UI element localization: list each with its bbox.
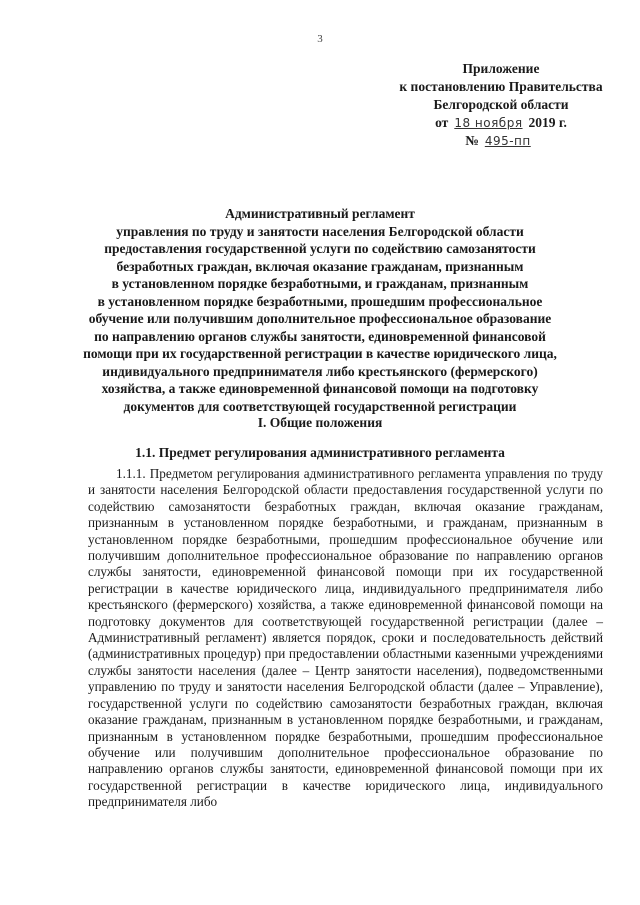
appendix-number — [386, 132, 616, 150]
body-paragraph: 1.1.1. Предметом регулирования административного регламента управления по труду и занятости населения Белгородской области предоставления государственной услуги по содействию самозанятости безработных граждан, включая оказание гражданам, признанным в установленном порядке безработными, и гражданам, признанным в установленном порядке безработными, прошедшим профессиональное обучение или получившим дополнительное профессиональное образование по направлению органов службы занятости, единовременной финансовой помощи при их государственной регистрации в качестве юридического лица, индивидуального предпринимателя либо крестьянского (фермерского) хозяйства, а также единовременной финансовой помощи на подготовку документов для соответствующей государственной регистрации (далее – Административный регламент) является порядок, сроки и последовательность действий (административных процедур) при предоставлении областными казенными учреждениями службы занятости населения (далее – Центр занятости населения), подведомственными управлению по труду и занятости населения Белгородской области (далее – Управление), государственной услуги по содействию самозанятости безработных граждан, включая оказание гражданам, признанным в установленном порядке безработными, и гражданам, признанным в установленном порядке безработными, прошедшим профессиональное обучение или получившим дополнительное профессиональное образование по направлению органов службы занятости, единовременной финансовой помощи при их государственной регистрации в качестве юридического лица, индивидуального предпринимателя либо — [88, 466, 603, 810]
title-line: в установленном порядке безработными, прошедшим профессиональное — [97, 293, 543, 309]
appendix-resolution: к постановлению Правительства — [399, 79, 603, 94]
title-line: обучение или получившим дополнительное профессиональное образование — [88, 311, 552, 326]
title-line: по направлению органов службы занятости, единовременной финансовой — [94, 328, 546, 344]
title-line: безработных граждан, включая оказание гражданам, признанным — [116, 258, 524, 274]
page-number: 3 — [317, 33, 323, 45]
section-heading-general: I. Общие положения — [257, 415, 383, 430]
title-line: предоставления государственной услуги по содействию самозанятости — [104, 241, 536, 256]
document-title — [70, 205, 570, 415]
title-line: хозяйства, а также единовременной финансовой помощи на подготовку — [101, 381, 539, 396]
date-prefix: от — [435, 115, 449, 130]
title-line: индивидуального предпринимателя либо крестьянского (фермерского) — [102, 363, 538, 379]
appendix-block — [386, 60, 616, 150]
appendix-region: Белгородской области — [433, 97, 569, 112]
appendix-label: Приложение — [462, 61, 540, 76]
title-line: помощи при их государственной регистрации в качестве юридического лица, — [83, 346, 557, 361]
date-handwritten: 18 ноября — [454, 116, 523, 130]
number-handwritten: 495-пп — [484, 134, 531, 148]
title-line: управления по труду и занятости населения Белгородской области — [116, 223, 524, 239]
date-suffix: 2019 г. — [528, 115, 567, 130]
title-line: Административный регламент — [225, 206, 415, 221]
appendix-date — [386, 114, 616, 132]
title-line: в установленном порядке безработными, и гражданам, признанным — [111, 276, 529, 291]
subsection-heading-subject: 1.1. Предмет регулирования административного регламента — [135, 445, 505, 460]
number-prefix: № — [465, 133, 479, 148]
title-line: документов для соответствующей государственной регистрации — [123, 398, 517, 414]
